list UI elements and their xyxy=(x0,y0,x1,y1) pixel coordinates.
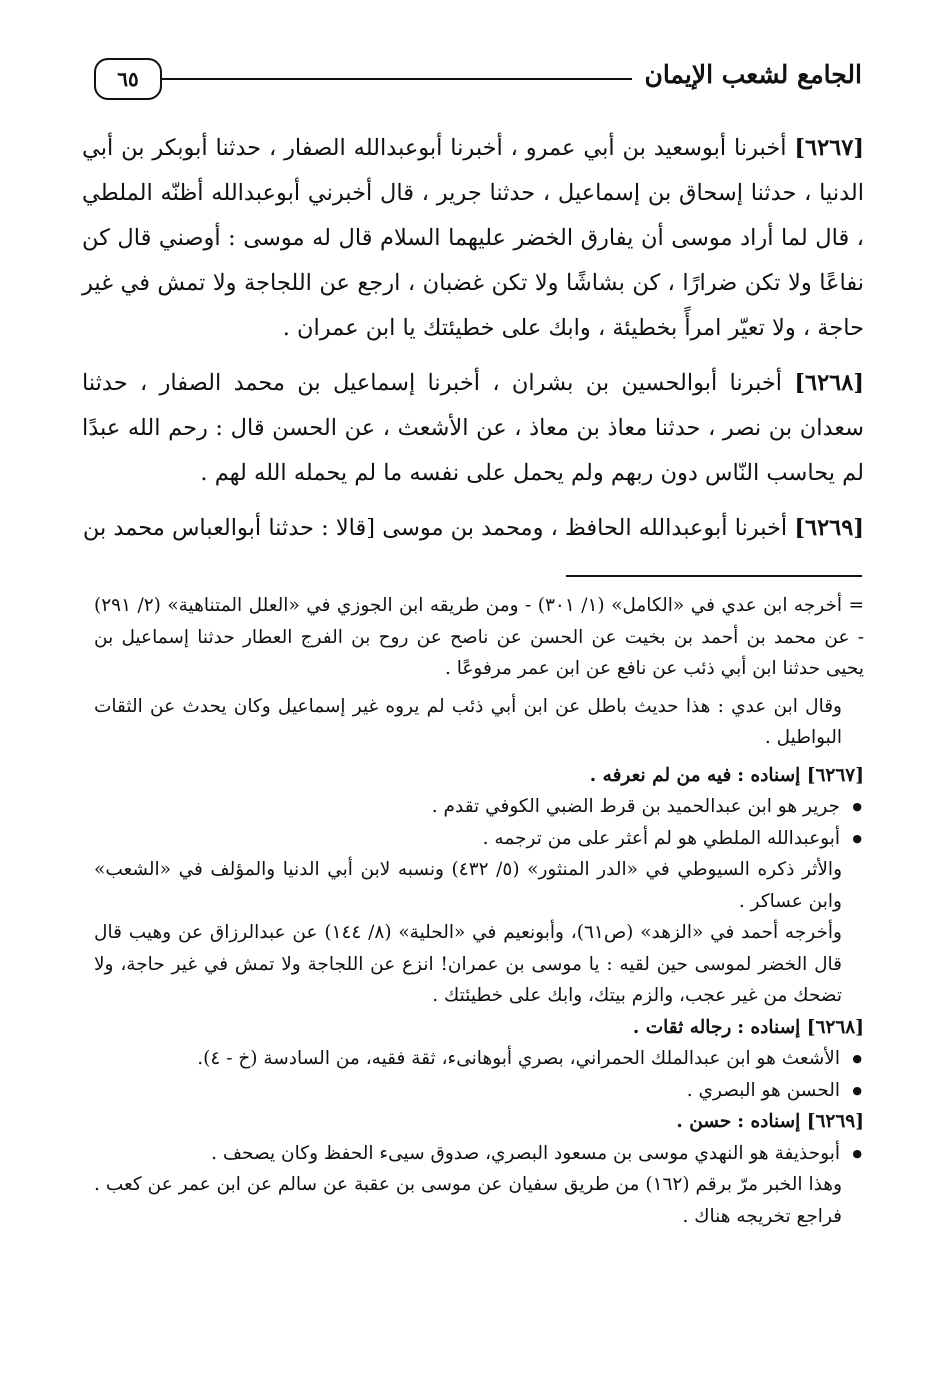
page-number: ٦٥ xyxy=(94,58,162,100)
hadith-number: [٦٢٦٨] xyxy=(794,370,865,396)
hadith-number: [٦٢٦٧] xyxy=(794,135,864,161)
page-header xyxy=(88,54,862,104)
footnote-divider xyxy=(566,575,862,577)
footnote-continuation: وقال ابن عدي : هذا حديث باطل عن ابن أبي ذئب لم يروه غير إسماعيل وكان يحدث عن الثقات البواطيل . xyxy=(94,695,842,748)
footnotes xyxy=(94,590,864,1232)
footnote-continuation: = أخرجه ابن عدي في «الكامل» (١/ ٣٠١) - ومن طريقه ابن الجوزي في «العلل المتناهية» (٢/ ٢٩١) - عن محمد بن أحمد بن بخيت عن الحسن عن ناصح عن روح بن الفرج العطار حدثنا إسماعيل بن يحيى حدثنا ابن أبي ذئب عن نافع عن ابن عمر مرفوعًا . xyxy=(94,595,864,679)
header-rule xyxy=(160,78,632,80)
footnote-paragraph: والأثر ذكره السيوطي في «الدر المنثور» (٥/ ٤٣٢) ونسبه لابن أبي الدنيا والمؤلف في «الشعب» وابن عساكر . xyxy=(94,859,842,912)
footnote-bullet: ● الأشعث هو ابن عبدالملك الحمراني، بصري أبوهانىء، ثقة فقيه، من السادسة (خ - ٤). xyxy=(94,1043,864,1075)
footnote-6268-heading xyxy=(94,1012,864,1044)
hadith-text: أخبرنا أبوالحسين بن بشران ، أخبرنا إسماعيل بن محمد الصفار ، حدثنا سعدان بن نصر ، حدثنا معاذ بن معاذ ، عن الأشعث ، عن الحسن قال : رحم الله عبدًا لم يحاسب النّاس دون ربهم ولم يحمل على نفسه ما لم يحمله الله لهم . xyxy=(82,370,864,486)
isnad-label: [٦٢٦٧] إسناده : xyxy=(737,764,864,786)
main-text xyxy=(82,126,864,551)
isnad-label: [٦٢٦٩] إسناده : xyxy=(737,1111,864,1132)
footnote-bullet: ● أبوعبدالله الملطي هو لم أعثر على من ترجمه . xyxy=(94,823,864,855)
footnote-6267-heading xyxy=(94,760,864,792)
isnad-verdict: حسن . xyxy=(676,1111,732,1132)
footnote-paragraph: وهذا الخبر مرّ برقم (١٦٢) من طريق سفيان عن موسى بن عقبة عن سالم عن ابن عمر عن كعب . فراجع تخريجه هناك . xyxy=(94,1174,843,1227)
hadith-text: أخبرنا أبوعبدالله الحافظ ، ومحمد بن موسى [قالا : حدثنا أبوالعباس محمد بن xyxy=(82,515,788,541)
footnote-bullet: ● جرير هو ابن عبدالحميد بن قرط الضبي الكوفي تقدم . xyxy=(94,791,864,823)
footnote-paragraph: وأخرجه أحمد في «الزهد» (ص٦١)، وأبونعيم في «الحلية» (٨/ ١٤٤) عن عبدالرزاق عن وهيب قال قال الخضر لموسى حين لقيه : يا موسى بن عمران! انزع عن اللجاجة ولا تمش في غير حاجة، ولا تضحك من غير عجب، والزم بيتك، وابك على خطيئتك . xyxy=(94,922,842,1006)
hadith-6267 xyxy=(82,126,864,351)
book-title: الجامع لشعب الإيمان xyxy=(644,60,862,89)
isnad-verdict: رجاله ثقات . xyxy=(632,1016,732,1038)
footnote-bullet: ● أبوحذيفة هو النهدي موسى بن مسعود البصري، صدوق سيىء الحفظ وكان يصحف . xyxy=(94,1138,864,1170)
isnad-verdict: فيه من لم نعرفه . xyxy=(589,764,732,786)
hadith-number: [٦٢٦٩] xyxy=(794,515,864,541)
footnote-6269-heading xyxy=(94,1106,864,1138)
hadith-6269 xyxy=(82,506,864,551)
isnad-label: [٦٢٦٨] إسناده : xyxy=(737,1016,864,1038)
hadith-6268 xyxy=(82,361,864,496)
footnote-bullet: ● الحسن هو البصري . xyxy=(94,1075,864,1107)
hadith-text: أخبرنا أبوسعيد بن أبي عمرو ، أخبرنا أبوعبدالله الصفار ، حدثنا أبوبكر بن أبي الدنيا ، حدثنا إسحاق بن إسماعيل ، حدثنا جرير ، قال أخبرني أبوعبدالله أظنّه الملطي ، قال لما أراد موسى أن يفارق الخضر عليهما السلام قال له موسى : أوصني قال كن نفاعًا ولا تكن ضرارًا ، كن بشاشًا ولا تكن غضبان ، ارجع عن اللجاجة ولا تمش في غير حاجة ، ولا تعيّر امرأً بخطيئة ، وابك على خطيئتك يا ابن عمران . xyxy=(82,135,864,341)
